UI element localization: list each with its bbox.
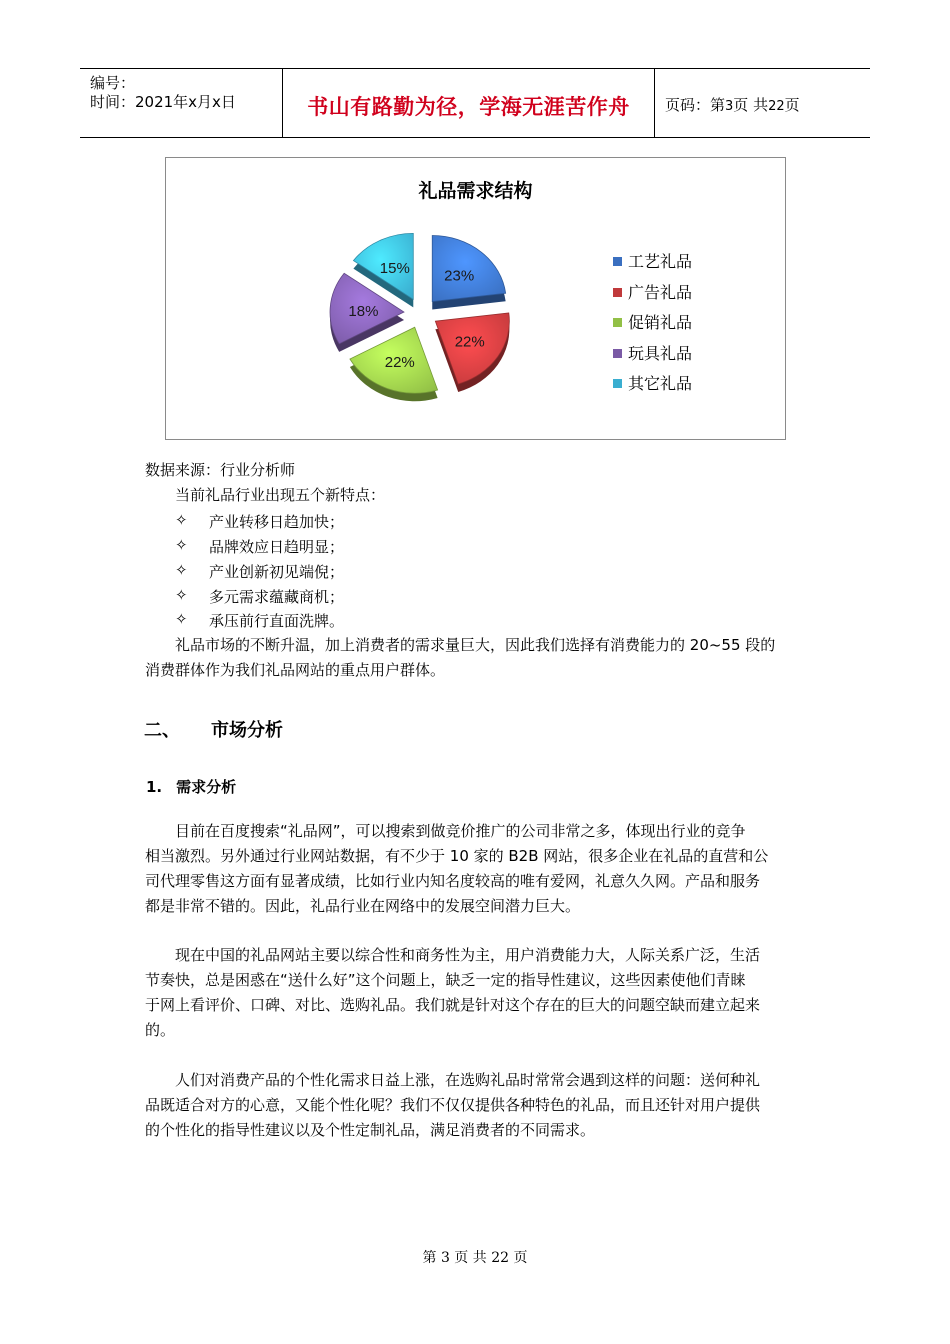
page-mid: 页 共 [733, 96, 769, 114]
paragraph-line: 的个性化的指导性建议以及个性定制礼品，满足消费者的不同需求。 [145, 1121, 596, 1139]
list-item: 品牌效应日趋明显； [209, 538, 345, 556]
legend-label: 广告礼品 [628, 282, 693, 302]
legend-swatch [613, 349, 622, 358]
header-page-cell [655, 69, 870, 137]
bullet-icon: ✧ [175, 586, 188, 604]
subsection-heading [146, 776, 236, 797]
date-label: 时间：2021年x月x日 [90, 93, 236, 111]
legend-label: 玩具礼品 [628, 343, 693, 363]
paragraph-line: 司代理零售这方面有显著成绩，比如行业内知名度较高的唯有爱网，礼意久久网。产品和服务 [145, 872, 761, 890]
bullet-icon: ✧ [175, 511, 188, 529]
list-item: 承压前行直面洗牌。 [209, 612, 345, 630]
pie-chart-svg [166, 158, 785, 439]
chart-title: 礼品需求结构 [418, 180, 533, 202]
page-footer: 第 3 页 共 22 页 [422, 1250, 528, 1266]
paragraph-line: 都是非常不错的。因此，礼品行业在网络中的发展空间潜力巨大。 [145, 897, 581, 915]
subsection-number: 1. [146, 778, 163, 796]
paragraph-line: 消费群体作为我们礼品网站的重点用户群体。 [145, 661, 446, 679]
section-number: 二、 [144, 720, 180, 741]
paragraph-line: 相当激烈。另外通过行业网站数据，有不少于 10 家的 B2B 网站，很多企业在礼品的直营和公 [145, 847, 769, 865]
paragraph-line: 目前在百度搜索“礼品网”，可以搜索到做竞价推广的公司非常之多，体现出行业的竞争 [175, 822, 746, 840]
list-item: 产业转移日趋加快； [209, 513, 345, 531]
legend-label: 其它礼品 [628, 374, 693, 393]
page-header [80, 68, 870, 138]
page-suffix: 页 [784, 96, 800, 114]
data-source: 数据来源：行业分析师 [145, 461, 296, 479]
pie-data-label: 23% [444, 267, 475, 285]
subsection-title: 需求分析 [176, 778, 237, 796]
motto: 书山有路勤为径，学海无涯苦作舟 [307, 95, 630, 119]
pie-data-label: 15% [379, 260, 410, 278]
section-title: 市场分析 [211, 720, 283, 741]
list-item: 产业创新初见端倪； [209, 563, 345, 581]
header-motto-cell [283, 69, 655, 137]
header-info-cell [80, 69, 283, 137]
pie-data-label: 22% [384, 353, 415, 371]
legend-swatch [613, 379, 622, 388]
legend-swatch [613, 318, 622, 327]
pie-data-label: 22% [454, 333, 485, 351]
bullet-icon: ✧ [175, 536, 188, 554]
legend-swatch [613, 257, 622, 266]
intro-line: 当前礼品行业出现五个新特点： [175, 486, 386, 504]
paragraph-line: 的。 [145, 1021, 176, 1039]
page-number: 3 [725, 99, 734, 114]
bullet-icon: ✧ [175, 561, 188, 579]
bullet-icon: ✧ [175, 610, 188, 628]
paragraph-line: 节奏快，总是困惑在“送什么好”这个问题上，缺乏一定的指导性建议，这些因素使他们青睐 [145, 971, 746, 989]
paragraph-line: 于网上看评价、口碑、对比、选购礼品。我们就是针对这个存在的巨大的问题空缺而建立起来 [145, 996, 761, 1014]
pie-data-label: 18% [348, 302, 379, 320]
paragraph-line: 礼品市场的不断升温，加上消费者的需求量巨大，因此我们选择有消费能力的 20~55 段的 [175, 636, 776, 654]
page-total: 22 [768, 99, 785, 114]
legend-swatch [613, 288, 622, 297]
list-item: 多元需求蕴藏商机； [209, 588, 345, 606]
code-label: 编号： [90, 74, 136, 92]
paragraph-line: 品既适合对方的心意，又能个性化呢？我们不仅仅提供各种特色的礼品，而且还针对用户提供 [145, 1096, 761, 1114]
pie-chart [165, 157, 786, 440]
page-prefix: 页码：第 [665, 96, 726, 114]
paragraph-line: 人们对消费产品的个性化需求日益上涨，在选购礼品时常常会遇到这样的问题：送何种礼 [175, 1071, 761, 1089]
page-indicator [665, 94, 800, 115]
legend-label: 促销礼品 [628, 313, 693, 332]
paragraph-line: 现在中国的礼品网站主要以综合性和商务性为主，用户消费能力大，人际关系广泛，生活 [175, 946, 761, 964]
legend-label: 工艺礼品 [628, 252, 693, 271]
